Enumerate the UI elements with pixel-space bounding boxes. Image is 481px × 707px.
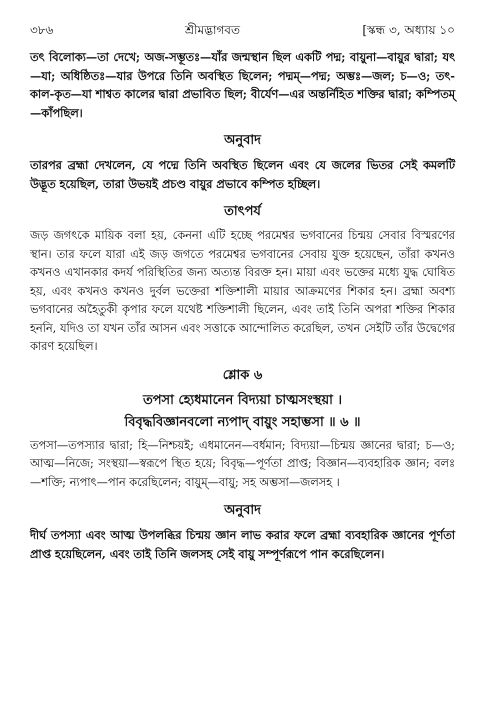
verse-line-2: বিবৃদ্ধবিজ্ঞানবলো ন্যপাদ্ বায়ুং সহাম্ভসা ॥ ৬ ॥ — [124, 414, 361, 430]
synonyms-verse: তপসা—তপস্যার দ্বারা; হি—নিশ্চয়ই; এধমানেন—বর্ধমান; বিদ্যয়া—চিন্ময় জ্ঞানের দ্বারা; চ—ও; আত্ম—নিজে; সংস্থয়া—স্বরূপে স্থিত হয়ে; বিবৃদ্ধ—পূর্ণতা প্রাপ্ত; বিজ্ঞান—ব্যবহারিক জ্ঞান; বলঃ—শক্তি; ন্যপাৎ—পান করেছিলেন; বায়ুম্—বায়ু; সহ অম্ভসা—জলসহ । — [30, 438, 455, 489]
purport-text: জড় জগৎকে মায়িক বলা হয়, কেননা এটি হচ্ছে পরমেশ্বর ভগবানের চিন্ময় সেবার বিস্মরণের স্থান। তার ফলে যারা এই জড় জগতে পরমেশ্বর ভগবানের সেবায় যুক্ত হয়েছেন, তাঁরা কখনও কখনও এখানকার কদর্য পরিস্থিতির জন্য অত্যন্ত বিরক্ত হন। মায়া এবং ভক্তের মধ্যে যুদ্ধ ঘোষিত হয়, এবং কখনও কখনও দুর্বল ভক্তেরা শক্তিশালী মায়ার আক্রমণের শিকার হন। ব্রহ্মা অবশ্য ভগবানের অহৈতুকী কৃপার ফলে যথেষ্ট শক্তিশালী ছিলেন, এবং তাই তিনি অপরা শক্তির শিকার হননি, যদিও তা যখন তাঁর আসন এবং সত্তাকে আন্দোলিত করেছিল, তখন সেইটি তাঁর উদ্বেগের কারণ হয়েছিল। — [30, 229, 455, 353]
page-header — [30, 22, 455, 38]
page-number: ৩৮৬ — [30, 23, 54, 37]
translation-text-2: দীর্ঘ তপস্যা এবং আত্ম উপলব্ধির চিন্ময় জ্ঞান লাভ করার ফলে ব্রহ্মা ব্যবহারিক জ্ঞানের পূর্ণতা প্রাপ্ত হয়েছিলেন, এবং তাই তিনি জলসহ সেই বায়ু সম্পূর্ণরূপে পান করেছিলেন। — [30, 528, 455, 561]
verse-line-1: তপসা হ্যেধমানেন বিদ্যয়া চাত্মসংস্থয়া । — [142, 392, 343, 408]
purport-heading: তাৎপর্য — [224, 204, 261, 219]
translation-heading-2: অনুবাদ — [224, 503, 261, 518]
translation-text: তারপর ব্রহ্মা দেখলেন, যে পদ্মে তিনি অবস্থিত ছিলেন এবং যে জলের ভিতর সেই কমলটি উদ্ভূত হয়েছিল, তারা উভয়ই প্রচণ্ড বায়ুর প্রভাবে কম্পিত হচ্ছিল। — [30, 158, 455, 191]
section-reference: [স্কন্ধ ৩, অধ্যায় ১০ — [362, 23, 455, 37]
book-title: শ্রীমদ্ভাগবত — [184, 23, 240, 37]
verse-label: শ্লোক ৬ — [222, 367, 263, 383]
synonyms-previous-verse: তৎ বিলোক্য—তা দেখে; অজ-সম্ভূতঃ—যাঁর জন্মস্থান ছিল একটি পদ্ম; বায়ুনা—বায়ুর দ্বারা; যৎ—যা; অধিষ্ঠিতঃ—যার উপরে তিনি অবস্থিত ছিলেন; পদ্মম্—পদ্ম; অম্ভঃ—জল; চ—ও; তৎ-কাল-কৃত—যা শাশ্বত কালের দ্বারা প্রভাবিত ছিল; বীর্যেণ—এর অন্তর্নিহিত শক্তির দ্বারা; কম্পিতম্—কাঁপছিল। — [30, 50, 455, 120]
translation-heading: অনুবাদ — [224, 133, 261, 148]
